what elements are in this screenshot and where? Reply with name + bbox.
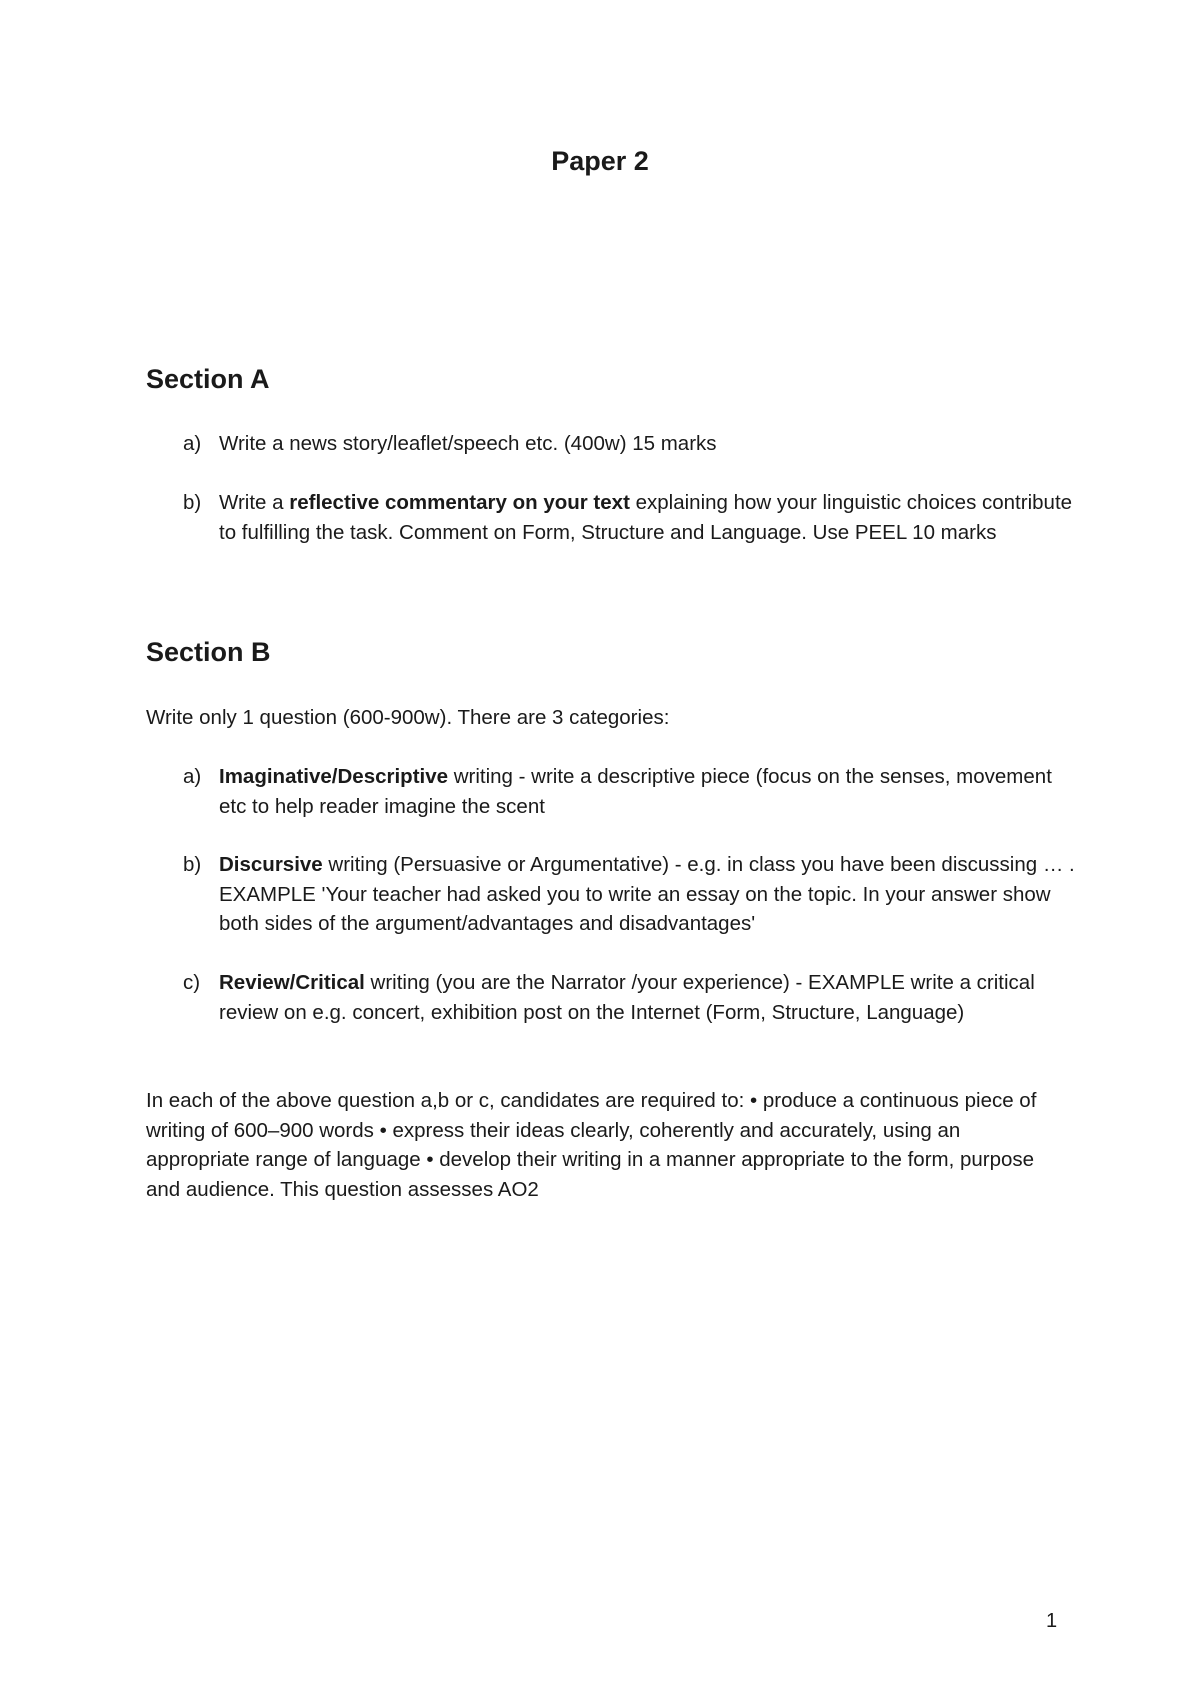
item-text-bold: Discursive xyxy=(219,853,323,876)
section-b-item-c xyxy=(183,968,1083,1027)
item-text-bold: Imaginative/Descriptive xyxy=(219,765,449,788)
item-text-post: explaining how your linguistic choices contribute to fulfilling the task. Comment on Form, Structure and Language. Use PEEL 10 marks xyxy=(219,491,1073,544)
section-b-item-b-text xyxy=(219,850,1083,939)
page-number: 1 xyxy=(1046,1610,1058,1632)
list-marker: b) xyxy=(183,491,202,514)
section-b-intro: Write only 1 question (600-900w). There are 3 categories: xyxy=(146,706,670,729)
item-text-post: writing (you are the Narrator /your experience) - EXAMPLE write a critical review on e.g. concert, exhibition post on the Internet (Form, Structure, Language) xyxy=(219,971,1035,1024)
section-a-item-b-text xyxy=(219,488,1083,547)
list-marker: b) xyxy=(183,853,202,876)
list-marker: c) xyxy=(183,971,201,994)
item-text-bold: reflective commentary on your text xyxy=(289,491,630,514)
page-title: Paper 2 xyxy=(551,146,649,176)
section-a-item-a-text: Write a news story/leaflet/speech etc. (400w) 15 marks xyxy=(219,432,717,455)
section-b-item-a-text xyxy=(219,762,1083,821)
section-b-item-c-text xyxy=(219,968,1083,1027)
section-b-item-b xyxy=(183,850,1083,939)
item-text-bold: Review/Critical xyxy=(219,971,365,994)
list-marker: a) xyxy=(183,765,202,788)
section-a-item-b xyxy=(183,488,1083,547)
item-text-post: writing - write a descriptive piece (focus on the senses, movement etc to help reader imagine the scent xyxy=(219,765,1052,818)
section-a-heading: Section A xyxy=(146,364,270,394)
item-text-post: writing (Persuasive or Argumentative) - e.g. in class you have been discussing … . EXAMPLE 'Your teacher had asked you to write an essay on the topic. In your answer show both sides of the argument/advantages and disadvantages' xyxy=(219,853,1075,935)
section-b-item-a xyxy=(183,762,1083,821)
item-text-pre: Write a xyxy=(219,491,290,514)
section-b-closing: In each of the above question a,b or c, candidates are required to: • produce a continuous piece of writing of 600–900 words • express their ideas clearly, coherently and accurately, using an appropriate range of language • develop their writing in a manner appropriate to the form, purpose and audience. This question assesses AO2 xyxy=(146,1089,1037,1201)
section-a-item-a xyxy=(183,429,1083,459)
section-b-heading: Section B xyxy=(146,637,271,667)
list-marker: a) xyxy=(183,432,202,455)
